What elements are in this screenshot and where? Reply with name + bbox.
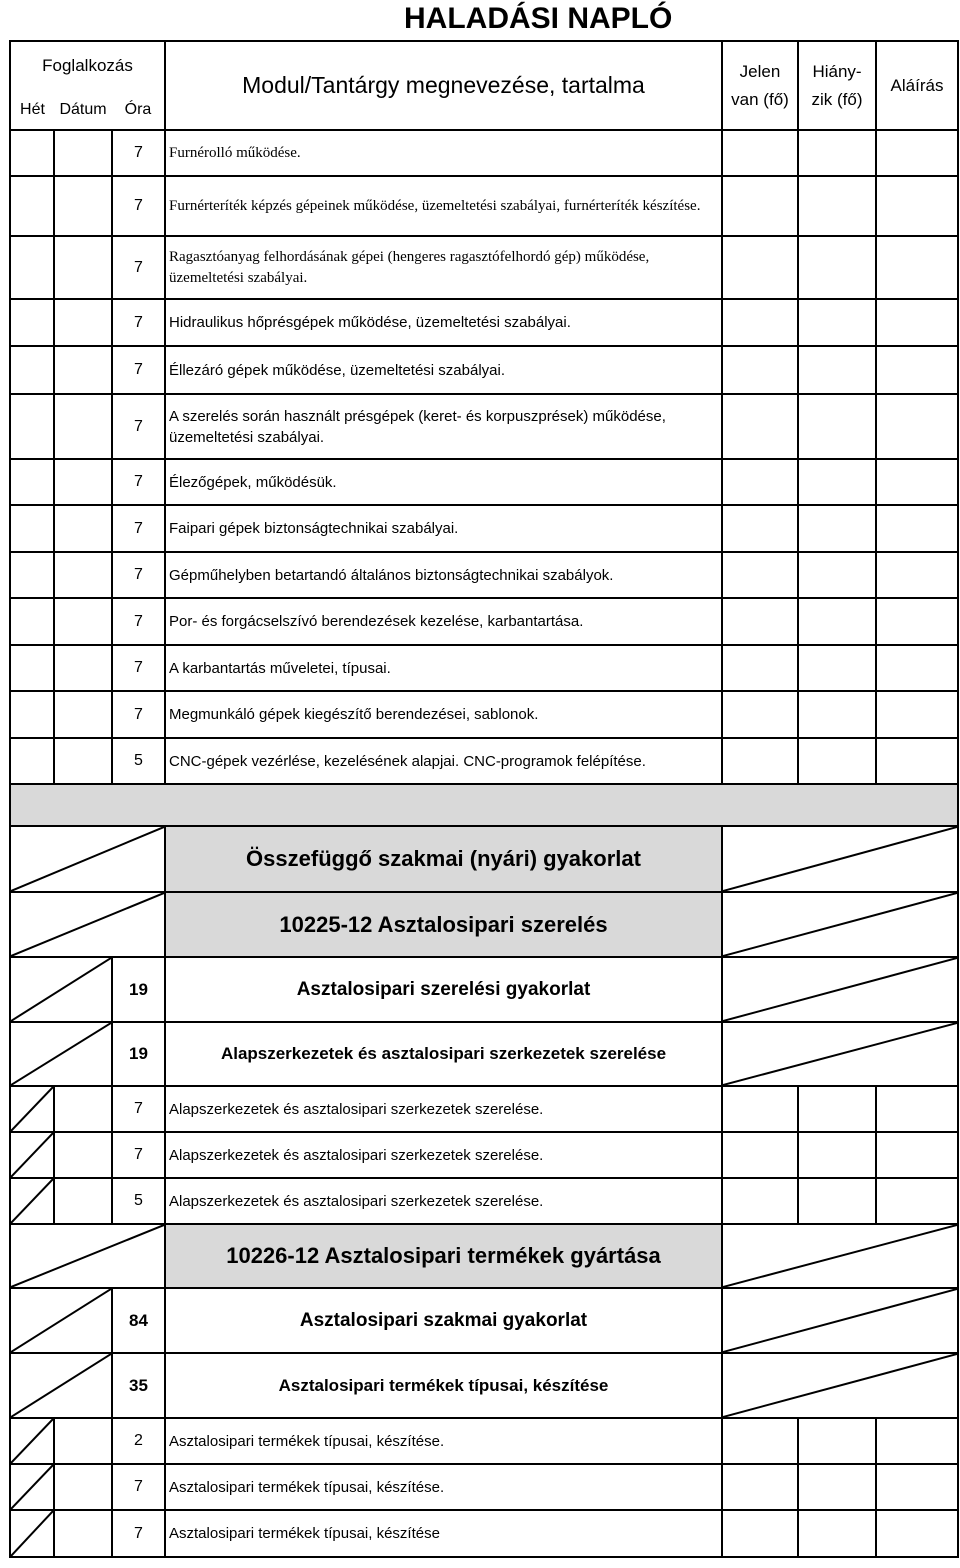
diagonal-line <box>11 1023 111 1085</box>
cell-het <box>10 738 54 784</box>
progress-log-table <box>9 40 959 1558</box>
cell-datum <box>54 1418 112 1464</box>
cell-hiany <box>798 738 876 784</box>
cell-hiany <box>798 1178 876 1224</box>
cell-alairas <box>876 505 958 552</box>
subject-title: Asztalosipari szakmai gyakorlat <box>165 1288 722 1353</box>
cell-jelen <box>722 1178 798 1224</box>
diagonal-line <box>723 1289 957 1352</box>
cell-datum <box>54 1132 112 1178</box>
cell-hiany <box>798 394 876 459</box>
cell-het <box>10 552 54 598</box>
diagonal-line <box>11 1354 111 1417</box>
header-het: Hét <box>10 90 54 130</box>
header-row-top <box>10 41 958 90</box>
page-title: HALADÁSI NAPLÓ <box>404 2 673 35</box>
cell-het <box>10 299 54 346</box>
cell-alairas <box>876 1510 958 1557</box>
cell-topic: Éllezáró gépek működése, üzemeltetési szabályai. <box>165 346 722 394</box>
diagonal-line <box>11 827 164 891</box>
diagonal-line <box>11 1087 53 1131</box>
topic-title: Alapszerkezetek és asztalosipari szerkezetek szerelése <box>165 1022 722 1086</box>
diagonal-line <box>11 1465 53 1509</box>
cell-jelen <box>722 130 798 176</box>
cell-hiany <box>798 299 876 346</box>
cell-hours: 7 <box>112 552 165 598</box>
cell-hours: 7 <box>112 1464 165 1510</box>
cell-topic: Furnérteríték képzés gépeinek működése, üzemeltetési szabályai, furnérteríték készítése. <box>165 176 722 236</box>
cell-topic: Por- és forgácselszívó berendezések kezelése, karbantartása. <box>165 598 722 645</box>
header-hiany <box>798 41 876 130</box>
cell-alairas <box>876 130 958 176</box>
cell-jelen <box>722 1418 798 1464</box>
header-jelen <box>722 41 798 130</box>
cell-jelen <box>722 1464 798 1510</box>
cell-hours: 7 <box>112 236 165 299</box>
cell-datum <box>54 394 112 459</box>
table-row <box>10 1132 958 1178</box>
subject-title: Asztalosipari szerelési gyakorlat <box>165 957 722 1022</box>
cell-datum <box>54 1178 112 1224</box>
cell-het <box>10 505 54 552</box>
module-row <box>10 1224 958 1288</box>
table-row <box>10 346 958 394</box>
diagonal-cell <box>722 1022 958 1086</box>
diagonal-line <box>11 893 164 956</box>
cell-jelen <box>722 236 798 299</box>
cell-alairas <box>876 1178 958 1224</box>
cell-topic: A szerelés során használt présgépek (keret- és korpuszprések) működése, üzemeltetési szabályai. <box>165 394 722 459</box>
topic-title: Asztalosipari termékek típusai, készítése <box>165 1353 722 1418</box>
page-title-area <box>0 0 960 40</box>
cell-jelen <box>722 1510 798 1557</box>
cell-hiany <box>798 236 876 299</box>
diagonal-cell <box>722 892 958 957</box>
cell-het <box>10 691 54 738</box>
cell-hours: 7 <box>112 645 165 691</box>
cell-hours: 7 <box>112 394 165 459</box>
cell-hours: 7 <box>112 176 165 236</box>
cell-datum <box>54 459 112 505</box>
table-row <box>10 299 958 346</box>
cell-het <box>10 459 54 505</box>
cell-jelen <box>722 176 798 236</box>
cell-datum <box>54 130 112 176</box>
cell-hours: 7 <box>112 1132 165 1178</box>
cell-jelen <box>722 1086 798 1132</box>
cell-topic: Furnérolló működése. <box>165 130 722 176</box>
cell-het <box>10 598 54 645</box>
diagonal-line <box>11 1419 53 1463</box>
cell-topic: Alapszerkezetek és asztalosipari szerkezetek szerelése. <box>165 1178 722 1224</box>
cell-alairas <box>876 176 958 236</box>
cell-datum <box>54 505 112 552</box>
topic-hours: 19 <box>112 1022 165 1086</box>
diagonal-line <box>723 893 957 956</box>
cell-alairas <box>876 1132 958 1178</box>
diagonal-cell <box>10 1288 112 1353</box>
cell-alairas <box>876 598 958 645</box>
table-row <box>10 130 958 176</box>
cell-alairas <box>876 738 958 784</box>
cell-alairas <box>876 299 958 346</box>
diagonal-cell <box>10 1418 54 1464</box>
header-jelen-line1: Jelen <box>739 61 781 81</box>
header-datum: Dátum <box>54 90 112 130</box>
cell-hiany <box>798 691 876 738</box>
diagonal-line <box>11 1511 53 1556</box>
cell-hiany <box>798 1086 876 1132</box>
cell-hours: 5 <box>112 738 165 784</box>
cell-hiany <box>798 1418 876 1464</box>
cell-alairas <box>876 236 958 299</box>
header-alairas: Aláírás <box>876 41 958 130</box>
cell-het <box>10 130 54 176</box>
cell-datum <box>54 299 112 346</box>
topic-row <box>10 1022 958 1086</box>
cell-jelen <box>722 394 798 459</box>
cell-hiany <box>798 1510 876 1557</box>
diagonal-line <box>723 1354 957 1417</box>
cell-topic: Faipari gépek biztonságtechnikai szabályai. <box>165 505 722 552</box>
diagonal-cell <box>722 826 958 892</box>
cell-topic: Ragasztóanyag felhordásának gépei (hengeres ragasztófelhordó gép) működése, üzemeltetési szabályai. <box>165 236 722 299</box>
cell-hiany <box>798 346 876 394</box>
cell-jelen <box>722 738 798 784</box>
cell-jelen <box>722 346 798 394</box>
cell-hiany <box>798 130 876 176</box>
cell-jelen <box>722 552 798 598</box>
diagonal-cell <box>10 826 165 892</box>
cell-datum <box>54 552 112 598</box>
table-row <box>10 645 958 691</box>
table-row <box>10 394 958 459</box>
table-row <box>10 505 958 552</box>
table-row <box>10 598 958 645</box>
diagonal-cell <box>722 1288 958 1353</box>
header-jelen-line2: van (fő) <box>731 89 789 109</box>
diagonal-cell <box>10 957 112 1022</box>
cell-datum <box>54 691 112 738</box>
section-separator-row <box>10 784 958 826</box>
table-row <box>10 1086 958 1132</box>
diagonal-line <box>723 1225 957 1287</box>
cell-topic: Asztalosipari termékek típusai, készítése <box>165 1510 722 1557</box>
subject-hours: 19 <box>112 957 165 1022</box>
cell-datum <box>54 738 112 784</box>
cell-topic: A karbantartás műveletei, típusai. <box>165 645 722 691</box>
cell-topic: Gépműhelyben betartandó általános biztonságtechnikai szabályok. <box>165 552 722 598</box>
cell-topic: Alapszerkezetek és asztalosipari szerkezetek szerelése. <box>165 1132 722 1178</box>
cell-topic: Élezőgépek, működésük. <box>165 459 722 505</box>
cell-hiany <box>798 645 876 691</box>
cell-hours: 7 <box>112 598 165 645</box>
cell-alairas <box>876 346 958 394</box>
cell-het <box>10 645 54 691</box>
cell-jelen <box>722 598 798 645</box>
diagonal-cell <box>10 1224 165 1288</box>
subject-row <box>10 1288 958 1353</box>
cell-hours: 7 <box>112 130 165 176</box>
table-row <box>10 1418 958 1464</box>
cell-datum <box>54 598 112 645</box>
diagonal-cell <box>10 1132 54 1178</box>
topic-hours: 35 <box>112 1353 165 1418</box>
subject-row <box>10 957 958 1022</box>
cell-alairas <box>876 1418 958 1464</box>
cell-topic: Asztalosipari termékek típusai, készítése. <box>165 1464 722 1510</box>
summer-practice-row <box>10 826 958 892</box>
cell-datum <box>54 236 112 299</box>
diagonal-line <box>11 1133 53 1177</box>
cell-hiany <box>798 176 876 236</box>
cell-het <box>10 236 54 299</box>
cell-jelen <box>722 645 798 691</box>
cell-het <box>10 394 54 459</box>
cell-hours: 7 <box>112 505 165 552</box>
cell-hiany <box>798 552 876 598</box>
cell-jelen <box>722 1132 798 1178</box>
cell-hiany <box>798 1464 876 1510</box>
diagonal-cell <box>10 892 165 957</box>
module-title: 10225-12 Asztalosipari szerelés <box>165 892 722 957</box>
header-foglalkozas: Foglalkozás <box>10 41 165 90</box>
cell-hours: 7 <box>112 346 165 394</box>
header-ora: Óra <box>112 90 165 130</box>
cell-topic: CNC-gépek vezérlése, kezelésének alapjai. CNC-programok felépítése. <box>165 738 722 784</box>
module-row <box>10 892 958 957</box>
diagonal-cell <box>10 1510 54 1557</box>
header-hiany-line2: zik (fő) <box>811 89 863 109</box>
diagonal-cell <box>722 1224 958 1288</box>
subject-hours: 84 <box>112 1288 165 1353</box>
cell-hiany <box>798 1132 876 1178</box>
table-row <box>10 738 958 784</box>
cell-topic: Asztalosipari termékek típusai, készítése. <box>165 1418 722 1464</box>
cell-topic: Hidraulikus hőprésgépek működése, üzemeltetési szabályai. <box>165 299 722 346</box>
table-row <box>10 1178 958 1224</box>
cell-datum <box>54 1086 112 1132</box>
cell-hours: 7 <box>112 1510 165 1557</box>
cell-alairas <box>876 552 958 598</box>
cell-alairas <box>876 394 958 459</box>
cell-het <box>10 176 54 236</box>
cell-het <box>10 346 54 394</box>
diagonal-cell <box>722 957 958 1022</box>
cell-datum <box>54 1464 112 1510</box>
diagonal-line <box>11 958 111 1021</box>
table-row <box>10 552 958 598</box>
table-row <box>10 459 958 505</box>
cell-jelen <box>722 299 798 346</box>
diagonal-line <box>11 1289 111 1352</box>
diagonal-cell <box>722 1353 958 1418</box>
cell-hours: 7 <box>112 459 165 505</box>
diagonal-line <box>723 958 957 1021</box>
cell-datum <box>54 176 112 236</box>
table-row <box>10 1510 958 1557</box>
table-row <box>10 236 958 299</box>
cell-hours: 7 <box>112 691 165 738</box>
cell-hours: 5 <box>112 1178 165 1224</box>
cell-hours: 2 <box>112 1418 165 1464</box>
cell-jelen <box>722 691 798 738</box>
cell-alairas <box>876 1464 958 1510</box>
cell-hours: 7 <box>112 299 165 346</box>
cell-alairas <box>876 1086 958 1132</box>
diagonal-line <box>723 1023 957 1085</box>
header-modul: Modul/Tantárgy megnevezése, tartalma <box>165 41 722 130</box>
diagonal-line <box>11 1179 53 1223</box>
cell-datum <box>54 645 112 691</box>
gray-separator <box>10 784 958 826</box>
table-row <box>10 691 958 738</box>
cell-topic: Megmunkáló gépek kiegészítő berendezései, sablonok. <box>165 691 722 738</box>
cell-datum <box>54 1510 112 1557</box>
cell-jelen <box>722 505 798 552</box>
cell-datum <box>54 346 112 394</box>
diagonal-cell <box>10 1022 112 1086</box>
cell-alairas <box>876 645 958 691</box>
cell-hiany <box>798 459 876 505</box>
topic-row <box>10 1353 958 1418</box>
diagonal-cell <box>10 1353 112 1418</box>
diagonal-cell <box>10 1086 54 1132</box>
table-row <box>10 176 958 236</box>
module-title: 10226-12 Asztalosipari termékek gyártása <box>165 1224 722 1288</box>
summer-practice-title: Összefüggő szakmai (nyári) gyakorlat <box>165 826 722 892</box>
table-row <box>10 1464 958 1510</box>
cell-alairas <box>876 691 958 738</box>
cell-alairas <box>876 459 958 505</box>
diagonal-line <box>11 1225 164 1287</box>
diagonal-cell <box>10 1464 54 1510</box>
diagonal-cell <box>10 1178 54 1224</box>
cell-topic: Alapszerkezetek és asztalosipari szerkezetek szerelése. <box>165 1086 722 1132</box>
diagonal-line <box>723 827 957 891</box>
cell-hiany <box>798 505 876 552</box>
cell-jelen <box>722 459 798 505</box>
cell-hours: 7 <box>112 1086 165 1132</box>
header-hiany-line1: Hiány- <box>812 61 862 81</box>
cell-hiany <box>798 598 876 645</box>
